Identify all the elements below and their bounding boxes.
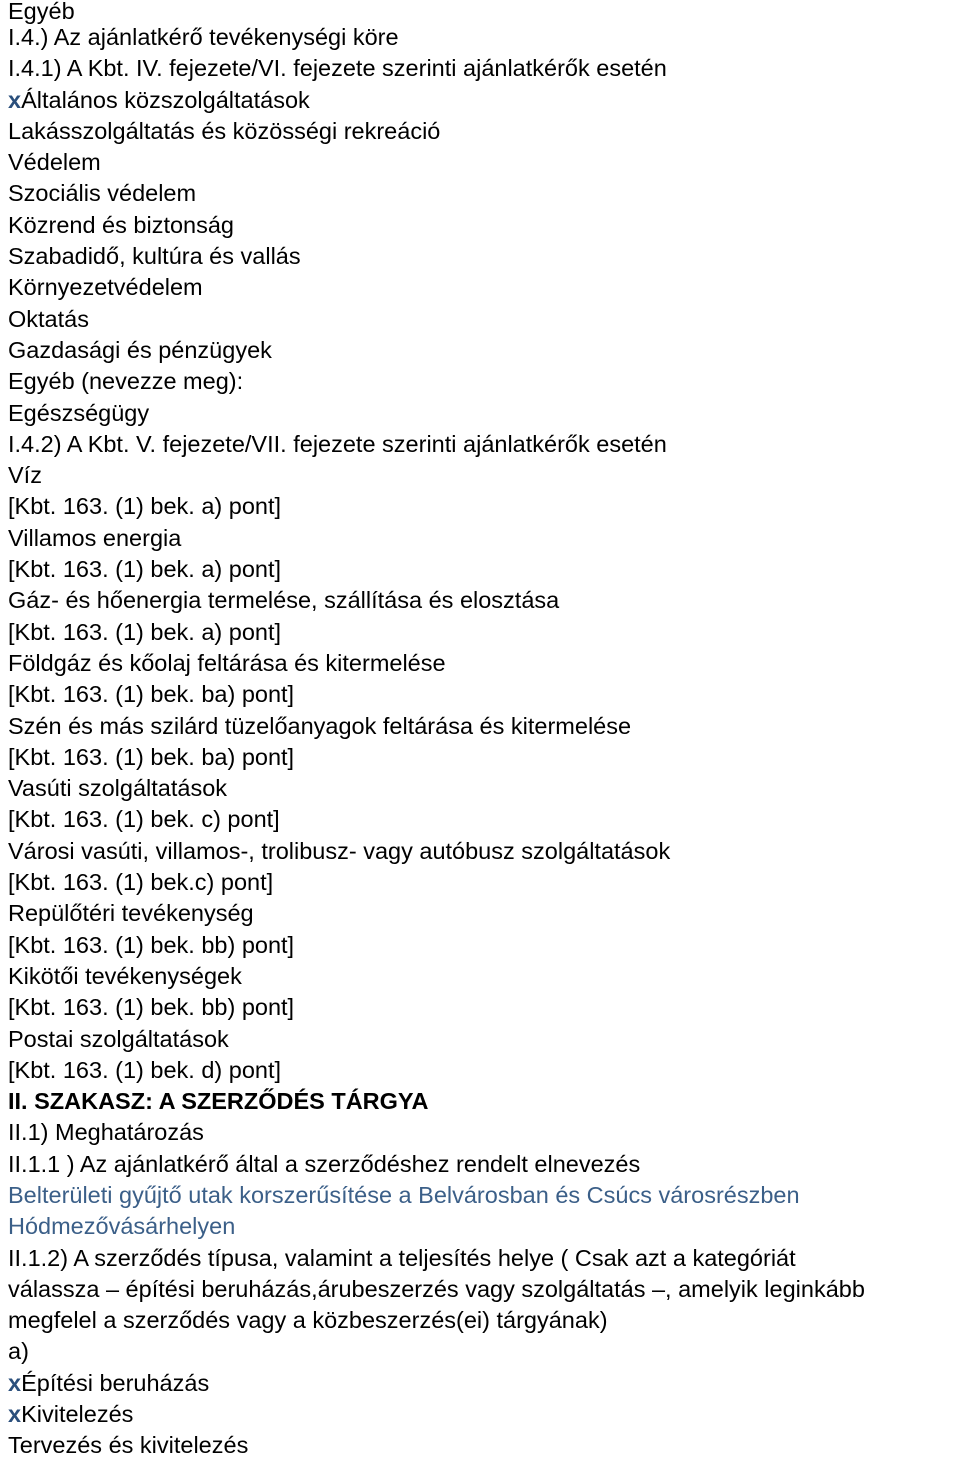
subsection-heading: II.1.1 ) Az ajánlatkérő által a szerződéshez rendelt elnevezés — [8, 1150, 641, 1177]
legal-reference: [Kbt. 163. (1) bek.c) pont] — [8, 869, 274, 896]
option-line: Védelem — [8, 149, 101, 176]
legal-reference: [Kbt. 163. (1) bek. ba) pont] — [8, 743, 295, 770]
part-heading: II. SZAKASZ: A SZERZŐDÉS TÁRGYA — [8, 1088, 429, 1115]
option-label: Építési beruházás — [21, 1369, 210, 1396]
contract-title: Belterületi gyűjtő utak korszerűsítése a Belvárosban és Csúcs városrészben — [8, 1181, 800, 1208]
option-line: Kikötői tevékenységek — [8, 962, 242, 989]
option-line: Vasúti szolgáltatások — [8, 775, 228, 802]
paragraph-line: megfelel a szerződés vagy a közbeszerzés(ei) tárgyának) — [8, 1307, 608, 1334]
item-marker: a) — [8, 1338, 29, 1365]
section-heading: I.4.) Az ajánlatkérő tevékenységi köre — [8, 24, 399, 50]
option-line: Közrend és biztonság — [8, 211, 235, 238]
legal-reference: [Kbt. 163. (1) bek. a) pont] — [8, 556, 282, 583]
legal-reference: [Kbt. 163. (1) bek. d) pont] — [8, 1056, 282, 1083]
option-line: Földgáz és kőolaj feltárása és kitermelése — [8, 649, 446, 676]
option-label: Kivitelezés — [21, 1401, 134, 1428]
subsection-heading: I.4.1) A Kbt. IV. fejezete/VI. fejezete szerinti ajánlatkérők esetén — [8, 55, 667, 82]
legal-reference: [Kbt. 163. (1) bek. bb) pont] — [8, 994, 295, 1021]
option-line: Oktatás — [8, 305, 89, 332]
checked-option — [8, 85, 960, 116]
option-line: Repülőtéri tevékenység — [8, 900, 254, 927]
legal-reference: [Kbt. 163. (1) bek. c) pont] — [8, 806, 280, 833]
subsection-heading: II.1.2) A szerződés típusa, valamint a teljesítés helye ( Csak azt a kategóriát — [8, 1244, 796, 1271]
paragraph-line: válassza – építési beruházás,árubeszerzés vagy szolgáltatás –, amelyik leginkább — [8, 1275, 865, 1302]
option-line: Szén és más szilárd tüzelőanyagok feltárása és kitermelése — [8, 712, 632, 739]
option-line: Tervezés és kivitelezés — [8, 1432, 249, 1459]
checkbox-mark: x — [8, 1401, 22, 1428]
legal-reference: [Kbt. 163. (1) bek. a) pont] — [8, 618, 282, 645]
option-line: Szabadidő, kultúra és vallás — [8, 243, 301, 270]
section-heading: II.1) Meghatározás — [8, 1119, 204, 1146]
option-line: Környezetvédelem — [8, 274, 203, 301]
option-line: Gazdasági és pénzügyek — [8, 336, 272, 363]
legal-reference: [Kbt. 163. (1) bek. a) pont] — [8, 493, 282, 520]
legal-reference: [Kbt. 163. (1) bek. bb) pont] — [8, 931, 295, 958]
option-line: Gáz- és hőenergia termelése, szállítása és elosztása — [8, 587, 560, 614]
option-line: Egyéb (nevezze meg): — [8, 368, 244, 395]
option-line: Szociális védelem — [8, 180, 197, 207]
option-line: Postai szolgáltatások — [8, 1025, 229, 1052]
option-line: Villamos energia — [8, 524, 182, 551]
doc-line: Egyéb — [8, 0, 75, 24]
option-label: Általános közszolgáltatások — [21, 86, 310, 113]
option-line: Víz — [8, 462, 42, 489]
option-line: Lakásszolgáltatás és közösségi rekreáció — [8, 117, 441, 144]
checked-option — [8, 1399, 960, 1430]
option-line: Városi vasúti, villamos-, trolibusz- vagy autóbusz szolgáltatások — [8, 837, 671, 864]
subsection-heading: I.4.2) A Kbt. V. fejezete/VII. fejezete szerinti ajánlatkérők esetén — [8, 430, 667, 457]
checked-option — [8, 1368, 960, 1399]
checkbox-mark: x — [8, 86, 22, 113]
checkbox-mark: x — [8, 1369, 22, 1396]
legal-reference: [Kbt. 163. (1) bek. ba) pont] — [8, 681, 295, 708]
contract-title-continued: Hódmezővásárhelyen — [8, 1213, 236, 1240]
option-line: Egészségügy — [8, 399, 150, 426]
